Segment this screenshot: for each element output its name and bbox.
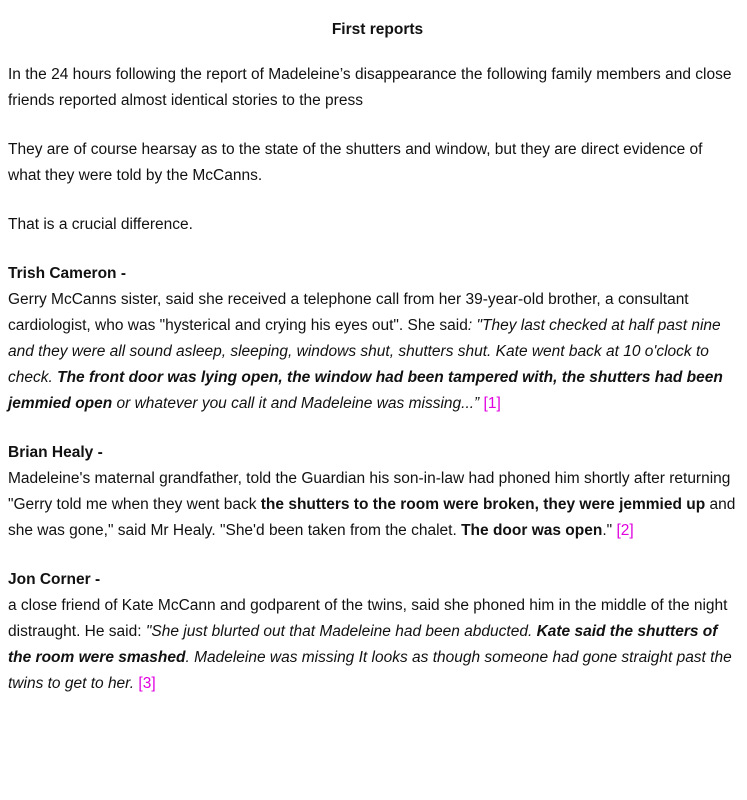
jon-text-2: "She just blurted out that Madeleine had been abducted.: [145, 623, 537, 640]
brian-text-4: The door was open: [461, 522, 603, 539]
brian-healy-heading: Brian Healy -: [8, 444, 103, 461]
trish-text-4: or whatever you call it and Madeleine was missing...”: [112, 395, 480, 412]
trish-text-2: : "They last checked at half past nine and they were all sound asleep, sleeping, windows shut, shutters shut. Kate went back at 10 o'clock to check.: [8, 317, 721, 386]
brian-text-1: Madeleine's maternal grandfather, told the Guardian his son-in-law had phoned him shortly after returning "Gerry told me when they went back: [8, 470, 731, 513]
intro-paragraph-2: They are of course hearsay as to the state of the shutters and window, but they are direct evidence of what they were told by the McCanns.: [8, 141, 703, 184]
footnote-link-1[interactable]: [1]: [483, 395, 501, 412]
brian-text-5: .": [602, 522, 617, 539]
jon-text-1: a close friend of Kate McCann and godparent of the twins, said she phoned him in the middle of the night distraught. He said:: [8, 597, 728, 640]
jon-text-3: Kate said the shutters of the room were smashed: [8, 623, 718, 666]
brian-text-3: and she was gone," said Mr Healy. "She'd been taken from the chalet.: [8, 496, 736, 539]
jon-corner-quote: [8, 593, 738, 697]
trish-text-1: Gerry McCanns sister, said she received a telephone call from her 39-year-old brother, a consultant cardiologist, who was "hysterical and crying his eyes out". She said: [8, 291, 689, 334]
brian-healy-quote: [8, 466, 738, 544]
trish-text-3: The front door was lying open, the window had been tampered with, the shutters had been jemmied open: [8, 369, 723, 412]
jon-text-4: . Madeleine was missing It looks as though someone had gone straight past the twins to get to her.: [8, 649, 732, 692]
footnote-link-3[interactable]: [3]: [138, 675, 156, 692]
trish-cameron-heading: Trish Cameron -: [8, 265, 126, 282]
footnote-link-2[interactable]: [2]: [616, 522, 634, 539]
trish-cameron-quote: [8, 287, 738, 417]
intro-paragraph-3: That is a crucial difference.: [8, 216, 193, 233]
page-title: First reports: [331, 21, 424, 38]
jon-corner-heading: Jon Corner -: [8, 571, 101, 588]
intro-paragraph-1: In the 24 hours following the report of Madeleine’s disappearance the following family members and close friends reported almost identical stories to the press: [8, 66, 732, 109]
brian-text-2: the shutters to the room were broken, they were jemmied up: [260, 496, 706, 513]
